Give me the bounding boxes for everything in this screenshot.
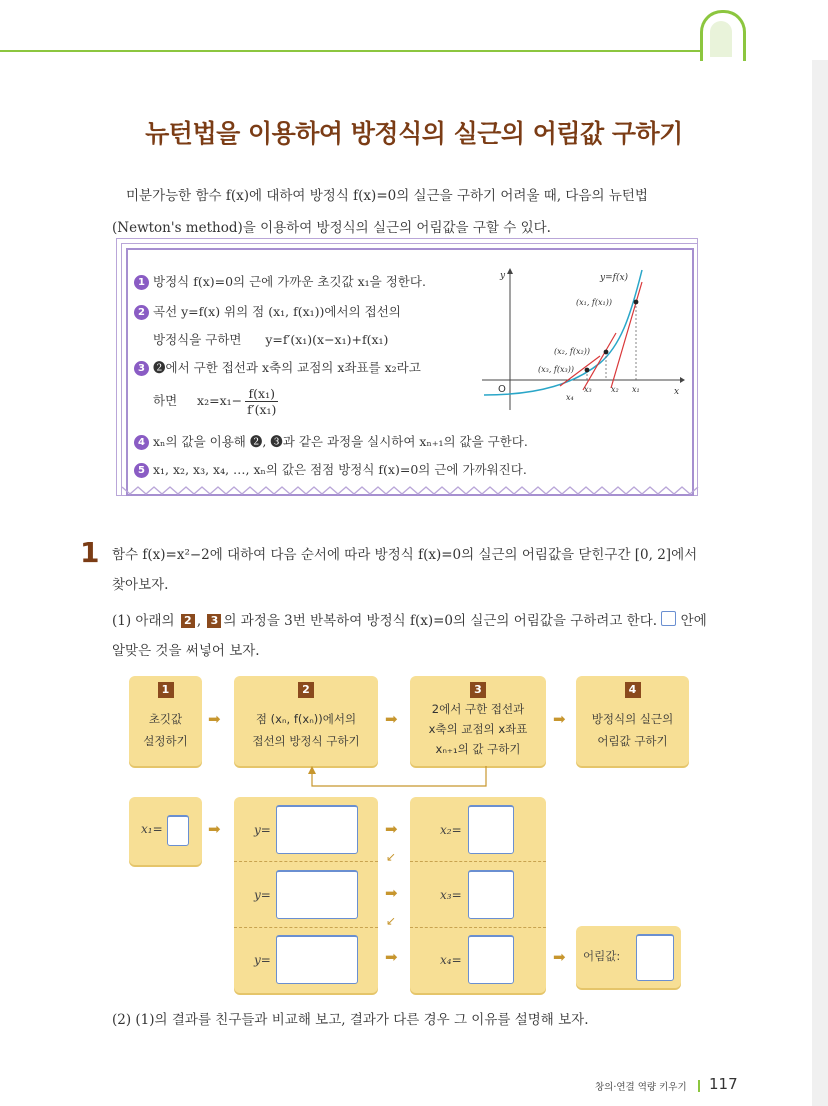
y-axis-label: y	[500, 271, 506, 281]
sub1-pre: (1) 아래의	[112, 613, 175, 629]
tangent-equation: y=f′(x₁)(x−x₁)+f(x₁)	[265, 332, 389, 347]
x4-label: x₄=	[440, 953, 462, 967]
flow-card-1-line2: 설정하기	[143, 734, 188, 748]
step-2-text-b: 방정식을 구하면	[153, 332, 242, 347]
diagonal-arrow-icon: ↙	[386, 850, 397, 864]
fraction-numerator: f(x₁)	[245, 386, 278, 402]
x3-input[interactable]	[468, 870, 514, 919]
footer-label: 창의·연결 역량 키우기	[595, 1082, 687, 1093]
step-number-4: 4	[134, 435, 149, 450]
sub-question-1: (1) 아래의 2 , 3 의 과정을 3번 반복하여 방정식 f(x)=0의 실근의 어림값을 구하려고 한다. 안에 알맞은 것을 써넣어 보자.	[112, 613, 707, 659]
point-3	[585, 368, 590, 373]
sub-question-2: (2) (1)의 결과를 친구들과 비교해 보고, 결과가 다른 경우 그 이유를 설명해 보자.	[112, 1012, 589, 1028]
step-4-text: xₙ의 값을 이용해 ❷, ❸과 같은 과정을 실시하여 xₙ₊₁의 값을 구한다.	[153, 434, 528, 449]
flow-card-4-num: 4	[625, 682, 641, 698]
point-1	[634, 300, 639, 305]
divider	[410, 927, 546, 928]
point-2	[604, 350, 609, 355]
intro-paragraph: 미분가능한 함수 f(x)에 대하여 방정식 f(x)=0의 실근을 구하기 어려울 때, 다음의 뉴턴법(Newton's method)을 이용하여 방정식의 실근의 어림값을 구할 수 있다.	[112, 188, 648, 236]
tangent-2	[583, 333, 616, 390]
result-label: 어림값:	[583, 949, 621, 963]
origin-label: O	[498, 384, 506, 395]
flow-arrow-icon: ➡	[208, 820, 221, 838]
page-tab-decoration	[700, 10, 746, 61]
step-3	[134, 358, 421, 376]
flow-card-3-num: 3	[470, 682, 486, 698]
tangent-equation-card	[234, 797, 378, 993]
x4-label: x₄	[566, 393, 574, 402]
diagonal-arrow-icon: ↙	[386, 914, 397, 928]
x2-label: x₂=	[440, 823, 462, 837]
step-number-2: 2	[134, 305, 149, 320]
loop-back-connector	[300, 764, 500, 794]
point-3-label: (x₃, f(x₃))	[538, 365, 574, 374]
sub1-post: 안에 알맞은 것을 써넣어 보자.	[112, 613, 707, 659]
problem-number: 1	[80, 536, 100, 569]
tangent-input-3[interactable]	[276, 935, 358, 984]
step-3-text: ❷에서 구한 접선과 x축의 교점의 x좌표를 x₂라고	[153, 360, 421, 375]
note-zigzag-edge	[122, 484, 702, 498]
step-ref-2: 2	[181, 614, 195, 628]
divider	[234, 927, 378, 928]
y-label-1: y=	[254, 823, 271, 837]
flow-arrow-icon: ➡	[553, 948, 566, 966]
x2-label: x₂	[611, 385, 619, 394]
x4-input[interactable]	[468, 935, 514, 984]
flow-card-3-line1: 2에서 구한 접선과	[431, 702, 525, 716]
flow-arrow-icon: ➡	[385, 710, 398, 728]
flow-card-3-line3: xₙ₊₁의 값 구하기	[435, 742, 521, 756]
flow-card-4-line1: 방정식의 실근의	[591, 712, 674, 726]
flow-card-2	[234, 676, 378, 766]
flow-arrow-icon: ➡	[385, 884, 398, 902]
newton-formula-fraction	[245, 386, 278, 417]
flow-card-2-num: 2	[298, 682, 314, 698]
flow-card-1	[129, 676, 202, 766]
result-input[interactable]	[636, 934, 674, 981]
point-2-label: (x₂, f(x₂))	[554, 347, 590, 356]
flow-arrow-icon: ➡	[385, 948, 398, 966]
next-x-card	[410, 797, 546, 993]
step-ref-3: 3	[207, 614, 221, 628]
page-title: 뉴턴법을 이용하여 방정식의 실근의 어림값 구하기	[145, 119, 683, 148]
result-card	[576, 926, 681, 988]
top-rule	[0, 50, 705, 52]
initial-value-card	[129, 797, 202, 865]
step-4	[134, 432, 528, 450]
newton-method-graph	[480, 268, 685, 413]
tangent-input-2[interactable]	[276, 870, 358, 919]
flow-card-3	[410, 676, 546, 766]
step-5	[134, 460, 527, 478]
newton-formula-lhs: x₂=x₁−	[197, 393, 243, 408]
flow-card-2-line1: 점 (xₙ, f(xₙ))에서의	[255, 712, 357, 726]
step-2-text: 곡선 y=f(x) 위의 점 (x₁, f(x₁))에서의 접선의	[153, 304, 401, 319]
step-2	[134, 302, 401, 320]
step-number-1: 1	[134, 275, 149, 290]
flow-card-3-line2: x축의 교점의 x좌표	[428, 722, 528, 736]
flow-arrow-icon: ➡	[208, 710, 221, 728]
newton-method-box	[126, 248, 694, 496]
step-2-cont	[153, 330, 388, 348]
curve	[484, 270, 642, 395]
flow-card-4	[576, 676, 689, 766]
footer-divider	[698, 1080, 700, 1092]
flow-arrow-icon: ➡	[385, 820, 398, 838]
curve-label: y=f(x)	[600, 273, 629, 283]
x3-label: x₃	[584, 385, 592, 394]
fraction-denominator: f′(x₁)	[247, 402, 277, 417]
step-1-text: 방정식 f(x)=0의 근에 가까운 초깃값 x₁을 정한다.	[153, 274, 426, 289]
x1-input[interactable]	[167, 815, 189, 846]
tangent-input-1[interactable]	[276, 805, 358, 854]
flow-card-2-line2: 접선의 방정식 구하기	[252, 734, 360, 748]
page-edge	[812, 60, 828, 1106]
step-3-text-b: 하면	[153, 393, 178, 408]
x2-input[interactable]	[468, 805, 514, 854]
flow-arrow-icon: ➡	[553, 710, 566, 728]
y-label-3: y=	[254, 953, 271, 967]
step-number-3: 3	[134, 361, 149, 376]
sub1-mid: 의 과정을 3번 반복하여 방정식 f(x)=0의 실근의 어림값을 구하려고 한다.	[223, 613, 658, 629]
page-number: 117	[709, 1075, 738, 1093]
flow-card-1-line1: 초깃값	[148, 712, 183, 726]
x-axis-label: x	[674, 387, 680, 397]
step-1	[134, 272, 426, 290]
x1-label: x₁=	[141, 822, 163, 836]
problem-text: 함수 f(x)=x²−2에 대하여 다음 순서에 따라 방정식 f(x)=0의 실근의 어림값을 닫힌구간 [0, 2]에서 찾아보자.	[112, 547, 698, 593]
divider	[234, 861, 378, 862]
tangent-1	[611, 282, 642, 388]
step-3-cont	[153, 386, 281, 417]
step-5-text: x₁, x₂, x₃, x₄, …, xₙ의 값은 점점 방정식 f(x)=0의 근에 가까워진다.	[153, 462, 527, 477]
flow-card-4-line2: 어림값 구하기	[597, 734, 668, 748]
point-1-label: (x₁, f(x₁))	[576, 298, 612, 307]
y-label-2: y=	[254, 888, 271, 902]
x1-label: x₁	[632, 385, 640, 394]
blank-box-icon	[661, 611, 676, 626]
step-number-5: 5	[134, 463, 149, 478]
x3-label: x₃=	[440, 888, 462, 902]
flow-card-1-num: 1	[158, 682, 174, 698]
divider	[410, 861, 546, 862]
